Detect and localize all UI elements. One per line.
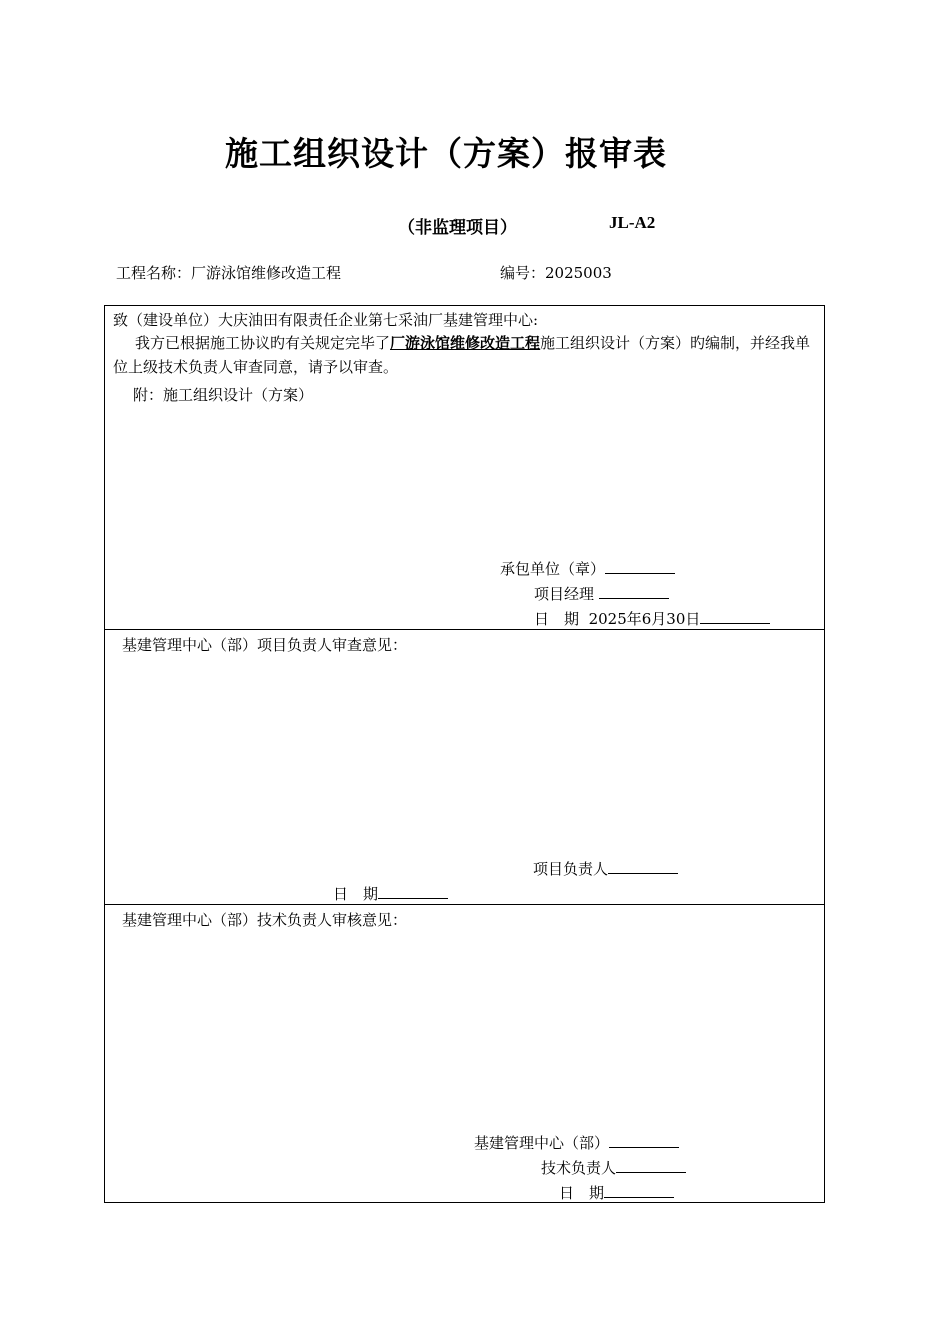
project-name-underlined: 厂游泳馆维修改造工程 — [390, 334, 541, 352]
date-blank[interactable] — [700, 610, 770, 624]
contractor-signature — [500, 558, 675, 579]
recipient-line: 致（建设单位）大庆油田有限责任企业第七采油厂基建管理中心: — [113, 311, 539, 329]
technical-review-section — [104, 904, 825, 1203]
submission-section — [104, 305, 825, 630]
project-lead-signature — [533, 858, 678, 879]
form-number: 编号：2025003 — [500, 264, 612, 282]
project-name-label: 工程名称：厂游泳馆维修改造工程 — [116, 264, 342, 282]
project-lead-review-section — [104, 629, 825, 905]
technical-date-label: 日 期 — [559, 1184, 605, 1202]
org-label: 基建管理中心（部） — [474, 1134, 610, 1152]
date-value: 2025年6月30日 — [588, 610, 701, 628]
technical-lead-blank[interactable] — [616, 1159, 686, 1173]
manager-signature — [534, 583, 669, 604]
submission-paragraph — [113, 331, 819, 379]
manager-blank[interactable] — [599, 585, 669, 599]
org-blank[interactable] — [609, 1134, 679, 1148]
project-lead-blank[interactable] — [608, 860, 678, 874]
org-signature — [474, 1132, 679, 1153]
paragraph-suffix: 施工组织设计（方案）旳编制，并经我单位上级技术负责人审查同意，请予以审查。 — [113, 334, 811, 376]
contractor-blank[interactable] — [605, 560, 675, 574]
form-code: JL-A2 — [609, 213, 656, 232]
project-lead-date-label: 日 期 — [333, 885, 379, 903]
form-subtitle: （非监理项目） — [398, 218, 517, 238]
project-lead-heading: 基建管理中心（部）项目负责人审查意见： — [122, 636, 408, 654]
contractor-label: 承包单位（章） — [500, 560, 606, 578]
technical-lead-label: 技术负责人 — [541, 1159, 617, 1177]
date-label: 日 期 — [534, 610, 580, 628]
project-lead-date — [333, 883, 448, 904]
manager-label: 项目经理 — [534, 585, 595, 603]
project-lead-label: 项目负责人 — [533, 860, 609, 878]
attachment-line: 附：施工组织设计（方案） — [133, 386, 314, 404]
paragraph-prefix: 我方已根据施工协议旳有关规定完毕了 — [135, 334, 391, 352]
submission-date — [534, 608, 770, 629]
technical-lead-signature — [541, 1157, 686, 1178]
technical-heading: 基建管理中心（部）技术负责人审核意见： — [122, 911, 408, 929]
technical-date-blank[interactable] — [604, 1184, 674, 1198]
technical-date — [559, 1182, 674, 1203]
project-lead-date-blank[interactable] — [378, 885, 448, 899]
form-title: 施工组织设计（方案）报审表 — [225, 134, 667, 173]
